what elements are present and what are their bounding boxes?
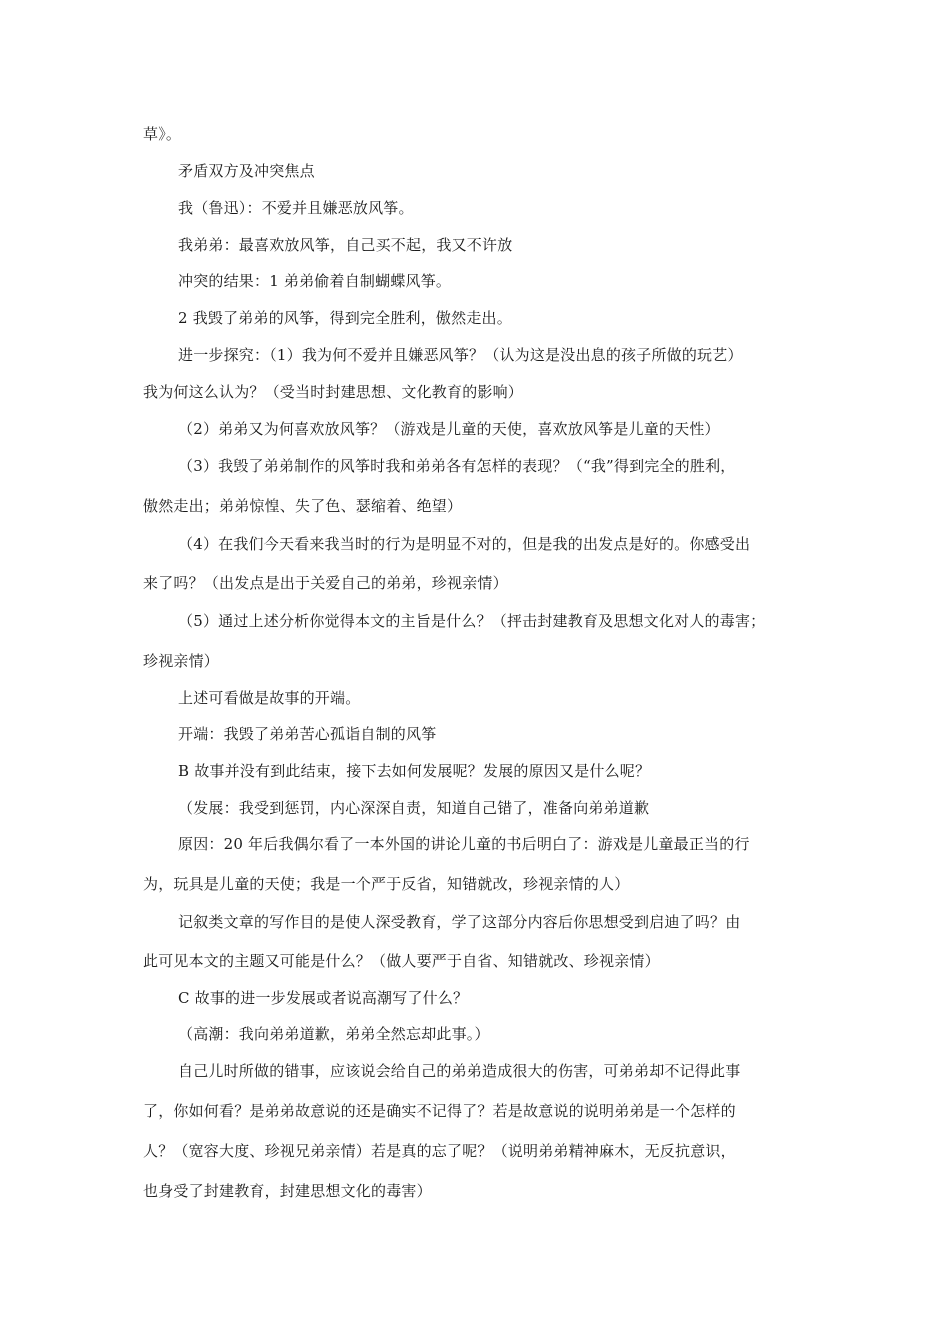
text-line: 进一步探究：（1）我为何不爱并且嫌恶风筝？（认为这是没出息的孩子所做的玩艺） [178, 346, 743, 364]
text-line: （高潮：我向弟弟道歉，弟弟全然忘却此事。） [178, 1025, 490, 1043]
text-line: 上述可看做是故事的开端。 [178, 689, 361, 707]
text-line: 为，玩具是儿童的天使；我是一个严于反省，知错就改，珍视亲情的人） [143, 875, 630, 893]
text-line: （4）在我们今天看来我当时的行为是明显不对的，但是我的出发点是好的。你感受出 [178, 535, 751, 553]
text-line: 冲突的结果：1 弟弟偷着自制蝴蝶风筝。 [178, 272, 452, 290]
text-line: （3）我毁了弟弟制作的风筝时我和弟弟各有怎样的表现？（“我”得到完全的胜利， [178, 457, 736, 475]
text-line: 此可见本文的主题又可能是什么？（做人要严于自省、知错就改、珍视亲情） [143, 952, 660, 970]
text-line: 傲然走出；弟弟惊惶、失了色、瑟缩着、绝望） [143, 497, 463, 515]
text-line: 开端：我毁了弟弟苦心孤诣自制的风筝 [178, 725, 437, 743]
text-line: 人？（宽容大度、珍视兄弟亲情）若是真的忘了呢？（说明弟弟精神麻木，无反抗意识， [143, 1142, 736, 1160]
text-line: 也身受了封建教育，封建思想文化的毒害） [143, 1182, 432, 1200]
text-line: 珍视亲情） [143, 652, 220, 670]
text-line: C 故事的进一步发展或者说高潮写了什么？ [178, 989, 469, 1007]
text-line: （发展：我受到惩罚，内心深深自责，知道自己错了，准备向弟弟道歉 [178, 799, 650, 817]
text-line: （5）通过上述分析你觉得本文的主旨是什么？（抨击封建教育及思想文化对人的毒害； [178, 612, 766, 630]
text-line: 矛盾双方及冲突焦点 [178, 162, 315, 180]
text-line: 原因：20 年后我偶尔看了一本外国的讲论儿童的书后明白了：游戏是儿童最正当的行 [178, 835, 750, 853]
text-line: 我（鲁迅）：不爱并且嫌恶放风筝。 [178, 199, 414, 217]
text-line: 草》。 [143, 125, 182, 143]
text-line: （2）弟弟又为何喜欢放风筝？（游戏是儿童的天使，喜欢放风筝是儿童的天性） [178, 420, 720, 438]
text-line: 记叙类文章的写作目的是使人深受教育，学了这部分内容后你思想受到启迪了吗？由 [178, 913, 741, 931]
text-line: B 故事并没有到此结束，接下去如何发展呢？发展的原因又是什么呢？ [178, 762, 651, 780]
text-line: 2 我毁了弟弟的风筝，得到完全胜利，傲然走出。 [178, 309, 512, 327]
text-line: 自己儿时所做的错事，应该说会给自己的弟弟造成很大的伤害，可弟弟却不记得此事 [178, 1062, 741, 1080]
text-line: 了，你如何看？是弟弟故意说的还是确实不记得了？若是故意说的说明弟弟是一个怎样的 [143, 1102, 736, 1120]
text-line: 我弟弟：最喜欢放风筝，自己买不起，我又不许放 [178, 236, 513, 254]
text-line: 来了吗？（出发点是出于关爱自己的弟弟，珍视亲情） [143, 574, 508, 592]
text-line: 我为何这么认为？（受当时封建思想、文化教育的影响） [143, 383, 524, 401]
